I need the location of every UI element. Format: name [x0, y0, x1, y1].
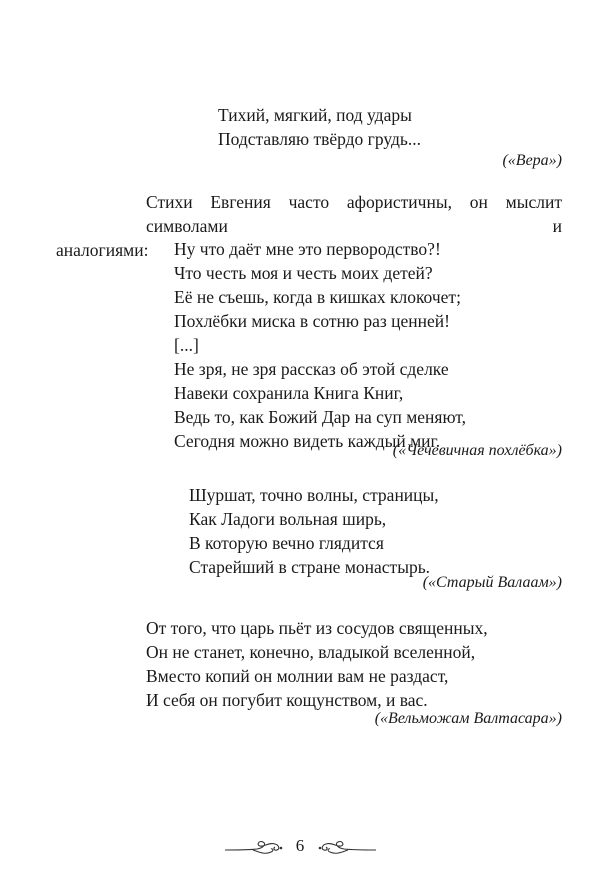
verse-line: Что честь моя и честь моих детей? — [174, 263, 433, 283]
verse-line: Её не съешь, когда в кишках клокочет; — [174, 287, 461, 307]
verse-line: Тихий, мягкий, под удары — [218, 105, 412, 125]
verse-line: Как Ладоги вольная ширь, — [189, 509, 387, 529]
verse-line: В которую вечно глядится — [189, 533, 384, 553]
citation-stary-valaam: («Старый Валаам») — [422, 574, 562, 591]
verse-line: Сегодня можно видеть каждый миг. — [174, 431, 441, 451]
verse-line: Он не станет, конечно, владыкой вселенной, — [146, 642, 476, 662]
stanza-vera — [218, 103, 421, 151]
intro-line-2: аналогиями: — [56, 240, 149, 260]
verse-line: От того, что царь пьёт из сосудов священных, — [146, 618, 488, 638]
stanza-valtasar — [146, 616, 488, 712]
flourish-ornament-right-icon — [316, 838, 378, 858]
verse-line: [...] — [174, 335, 199, 355]
verse-line: Не зря, не зря рассказ об этой сделке — [174, 359, 449, 379]
stanza-stary-valaam — [189, 483, 439, 579]
verse-line: Подставляю твёрдо грудь... — [218, 129, 422, 149]
verse-line: И себя он погубит кощунством, и вас. — [146, 690, 428, 710]
verse-line: Ведь то, как Божий Дар на суп меняют, — [174, 407, 466, 427]
intro-line-1: Стихи Евгения часто афористичны, он мыслит символами и — [146, 192, 562, 236]
verse-line: Похлёбки миска в сотню раз ценней! — [174, 311, 450, 331]
page-number: 6 — [295, 836, 305, 855]
verse-line: Вместо копий он молнии вам не раздаст, — [146, 666, 449, 686]
verse-line: Ну что даёт мне это первородство?! — [174, 239, 441, 259]
verse-line: Шуршат, точно волны, страницы, — [189, 485, 439, 505]
citation-valtasar: («Вельможам Валтасара») — [374, 710, 562, 727]
citation-chechevichnaya: («Чечевичная похлёбка») — [392, 442, 562, 459]
stanza-chechevichnaya — [174, 237, 466, 453]
page-footer — [0, 832, 600, 862]
verse-line: Старейший в стране монастырь. — [189, 557, 431, 577]
citation-vera: («Вера») — [502, 152, 562, 169]
verse-line: Навеки сохранила Книга Книг, — [174, 383, 404, 403]
